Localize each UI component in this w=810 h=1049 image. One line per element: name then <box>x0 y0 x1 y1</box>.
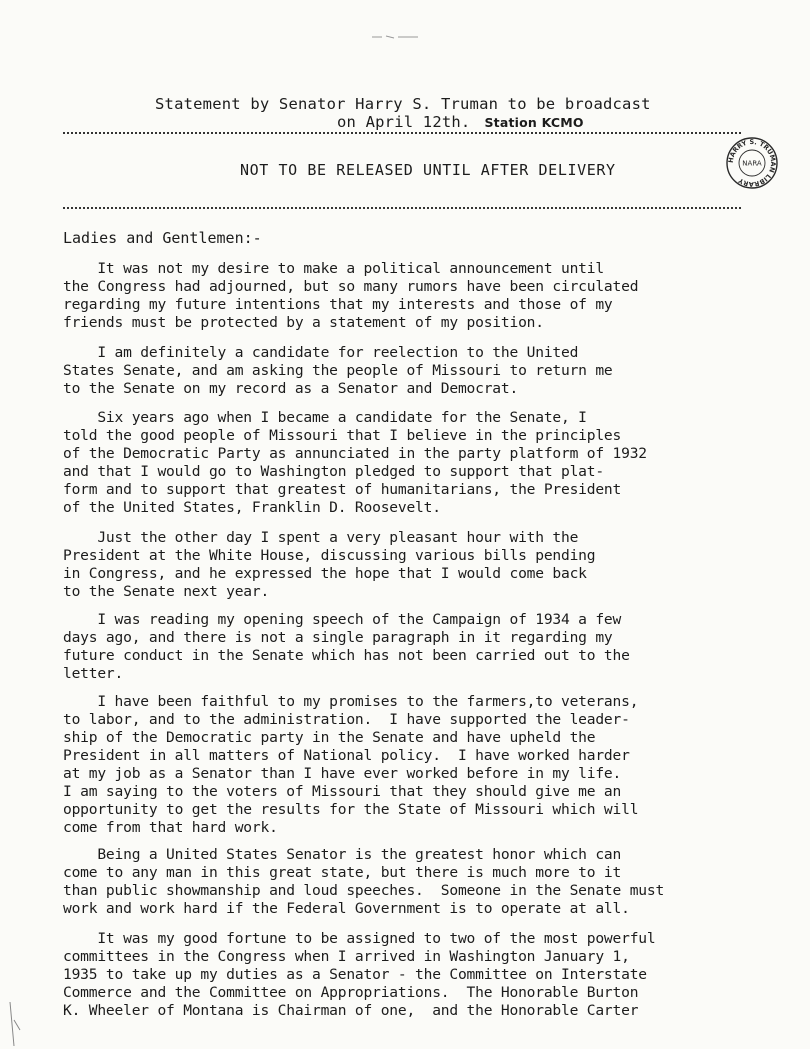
text-line: friends must be protected by a statement of my position. <box>63 314 544 331</box>
text-line: and that I would go to Washington pledged to support that plat- <box>63 463 604 480</box>
margin-pencil-mark <box>4 1000 34 1049</box>
text-line: Commerce and the Committee on Appropriations. The Honorable Burton <box>63 984 639 1001</box>
paragraph-senator-honor <box>63 846 753 918</box>
seal-outer-text: HARRY S. TRUMAN LIBRARY <box>726 137 778 189</box>
text-line: come to any man in this great state, but there is much more to it <box>63 864 622 881</box>
text-line: to the Senate on my record as a Senator and Democrat. <box>63 380 519 397</box>
paragraph-announcement <box>63 260 753 332</box>
text-line: work and work hard if the Federal Government is to operate at all. <box>63 900 630 917</box>
text-line: President at the White House, discussing various bills pending <box>63 547 596 564</box>
text-line: committees in the Congress when I arrived in Washington January 1, <box>63 948 630 965</box>
text-line: in Congress, and he expressed the hope that I would come back <box>63 565 587 582</box>
seal-center-text: NARA <box>742 159 762 168</box>
top-dotted-divider <box>63 132 741 134</box>
text-line: K. Wheeler of Montana is Chairman of one, and the Honorable Carter <box>63 1002 639 1019</box>
text-line: the Congress had adjourned, but so many rumors have been circulated <box>63 278 639 295</box>
salutation: Ladies and Gentlemen:- <box>63 229 262 247</box>
ink-smudge <box>370 34 420 40</box>
statement-title-line-2-row <box>337 113 584 131</box>
text-line: 1935 to take up my duties as a Senator - the Committee on Interstate <box>63 966 647 983</box>
text-line: than public showmanship and loud speeches. Someone in the Senate must <box>63 882 665 899</box>
text-line: at my job as a Senator than I have ever worked before in my life. <box>63 765 622 782</box>
paragraph-six-years-ago <box>63 409 753 517</box>
text-line: come from that hard work. <box>63 819 278 836</box>
statement-title-line-1: Statement by Senator Harry S. Truman to be broadcast <box>155 95 651 113</box>
text-line: I am definitely a candidate for reelection to the United <box>63 344 579 361</box>
text-line: to labor, and to the administration. I have supported the leader- <box>63 711 630 728</box>
text-line: form and to support that greatest of humanitarians, the President <box>63 481 622 498</box>
text-line: I am saying to the voters of Missouri that they should give me an <box>63 783 622 800</box>
paragraph-campaign-speech <box>63 611 753 683</box>
text-line: told the good people of Missouri that I believe in the principles <box>63 427 622 444</box>
text-line: opportunity to get the results for the State of Missouri which will <box>63 801 639 818</box>
text-line: I have been faithful to my promises to the farmers,to veterans, <box>63 693 639 710</box>
paragraph-white-house <box>63 529 753 601</box>
text-line: President in all matters of National policy. I have worked harder <box>63 747 630 764</box>
text-line: days ago, and there is not a single paragraph in it regarding my <box>63 629 613 646</box>
text-line: It was not my desire to make a political announcement until <box>63 260 604 277</box>
text-line: regarding my future intentions that my interests and those of my <box>63 296 613 313</box>
paragraph-faithful <box>63 693 753 837</box>
text-line: States Senate, and am asking the people of Missouri to return me <box>63 362 613 379</box>
text-line: I was reading my opening speech of the Campaign of 1934 a few <box>63 611 622 628</box>
text-line: of the Democratic Party as annunciated in the party platform of 1932 <box>63 445 647 462</box>
text-line: ship of the Democratic party in the Senate and have upheld the <box>63 729 596 746</box>
text-line: future conduct in the Senate which has not been carried out to the <box>63 647 630 664</box>
statement-date: on April 12th. <box>337 113 471 131</box>
text-line: of the United States, Franklin D. Roosevelt. <box>63 499 441 516</box>
bottom-dotted-divider <box>63 207 741 209</box>
archive-seal-stamp <box>725 136 779 190</box>
text-line: letter. <box>63 665 124 682</box>
text-line: It was my good fortune to be assigned to two of the most powerful <box>63 930 656 947</box>
text-line: Just the other day I spent a very pleasant hour with the <box>63 529 579 546</box>
station-label: Station KCMO <box>484 115 584 130</box>
text-line: Being a United States Senator is the greatest honor which can <box>63 846 622 863</box>
text-line: Six years ago when I became a candidate for the Senate, I <box>63 409 587 426</box>
paragraph-candidacy <box>63 344 753 398</box>
text-line: to the Senate next year. <box>63 583 270 600</box>
paragraph-committees <box>63 930 753 1020</box>
release-notice: NOT TO BE RELEASED UNTIL AFTER DELIVERY <box>240 161 616 179</box>
